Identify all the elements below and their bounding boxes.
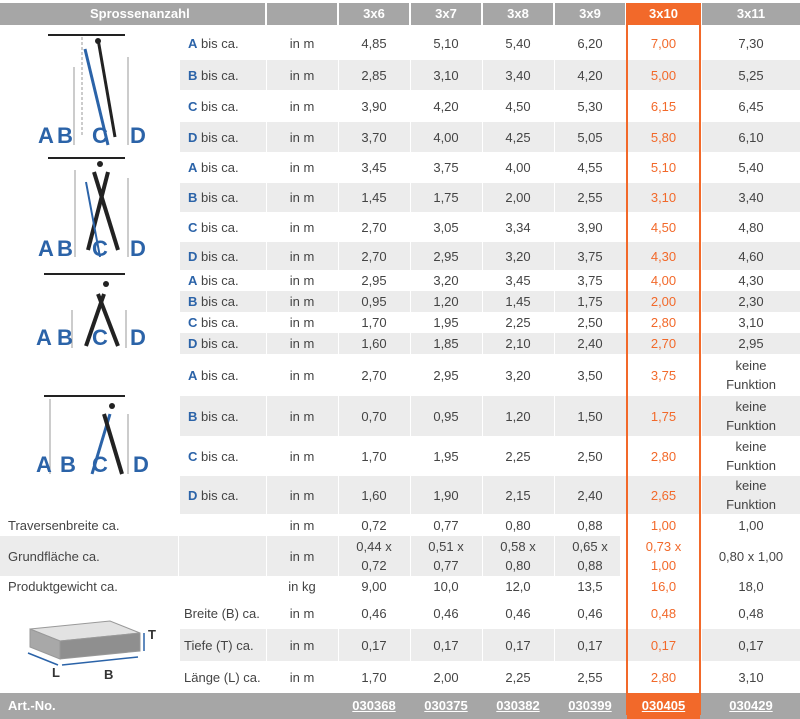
value-cell: 2,65 xyxy=(650,487,677,503)
row-letter: B xyxy=(188,190,198,205)
spec-value: 1,00 xyxy=(738,517,764,533)
article-number-link[interactable]: 030399 xyxy=(568,698,612,713)
spec-value: 0,77 xyxy=(433,517,459,533)
row-label-text: bis ca. xyxy=(197,448,239,464)
package-letter-b: B xyxy=(104,667,114,682)
row-label xyxy=(180,312,266,333)
value-cell: 3,05 xyxy=(433,219,459,235)
value-cell: 4,60 xyxy=(738,248,764,264)
value-cell: 2,30 xyxy=(738,294,764,309)
row-label xyxy=(180,333,266,354)
row-letter: B xyxy=(188,67,198,83)
spec-unit: in m xyxy=(289,517,315,533)
package-unit: in m xyxy=(289,605,315,621)
value-cell: 6,20 xyxy=(577,36,603,51)
ladder-diagram-4 xyxy=(0,354,178,514)
spec-value: 10,0 xyxy=(433,579,459,594)
row-unit: in m xyxy=(289,67,315,83)
value-cell: keine Funktion xyxy=(726,358,776,392)
header-col-1: 3x6 xyxy=(339,3,409,25)
package-value: 0,17 xyxy=(577,637,603,653)
value-cell: 1,75 xyxy=(433,190,459,205)
row-label-text: bis ca. xyxy=(197,36,239,51)
package-value: 0,46 xyxy=(361,605,387,621)
row-unit: in m xyxy=(289,36,315,51)
value-cell: 1,75 xyxy=(577,294,603,309)
package-value: 0,48 xyxy=(738,605,764,621)
article-number-link[interactable]: 030382 xyxy=(496,698,540,713)
row-label xyxy=(180,152,266,183)
row-letter: A xyxy=(188,273,198,288)
spec-value: 9,00 xyxy=(361,579,387,594)
package-value: 0,17 xyxy=(650,637,677,653)
spec-value: 12,0 xyxy=(505,579,531,594)
row-letter: D xyxy=(188,248,198,264)
row-unit: in m xyxy=(289,248,315,264)
row-letter: D xyxy=(188,129,198,145)
value-cell: 2,80 xyxy=(650,448,677,464)
row-label-text: bis ca. xyxy=(197,294,239,309)
value-cell: 3,45 xyxy=(361,160,387,175)
value-cell: 3,75 xyxy=(650,367,677,383)
spec-value: 1,00 xyxy=(650,517,677,533)
article-number-link[interactable]: 030429 xyxy=(729,698,773,713)
value-cell: 3,75 xyxy=(577,248,603,264)
value-cell: 4,00 xyxy=(505,160,531,175)
package-value: 3,10 xyxy=(738,669,764,685)
value-cell: 5,00 xyxy=(650,67,677,83)
row-label xyxy=(180,242,266,270)
diagram-letter: B xyxy=(57,325,73,350)
column-divider xyxy=(482,27,483,693)
article-number-link[interactable]: 030405 xyxy=(627,693,700,719)
value-cell: 2,15 xyxy=(505,487,531,503)
value-cell: 6,10 xyxy=(738,129,764,145)
value-cell: 2,25 xyxy=(505,448,531,464)
value-cell: 4,55 xyxy=(577,160,603,175)
row-unit: in m xyxy=(289,160,315,175)
column-divider xyxy=(338,27,339,693)
value-cell: 0,95 xyxy=(361,294,387,309)
row-letter: B xyxy=(188,408,198,424)
value-cell: 1,75 xyxy=(650,408,677,424)
row-letter: A xyxy=(188,367,198,383)
value-cell: 5,40 xyxy=(738,160,764,175)
value-cell: 2,95 xyxy=(433,248,459,264)
package-value: 0,17 xyxy=(433,637,459,653)
row-letter: D xyxy=(188,336,198,351)
row-unit: in m xyxy=(289,129,315,145)
row-letter: A xyxy=(188,36,198,51)
package-label: Länge (L) ca. xyxy=(184,669,261,685)
row-unit: in m xyxy=(289,487,315,503)
value-cell: 5,10 xyxy=(433,36,459,51)
spec-value: 0,73 x 1,00 xyxy=(645,539,682,573)
column-divider xyxy=(701,27,702,693)
row-label xyxy=(180,354,266,396)
footer-label: Art.-No. xyxy=(8,698,56,713)
spec-value: 0,80 x 1,00 xyxy=(718,548,784,564)
value-cell: 4,00 xyxy=(650,273,677,288)
value-cell: 1,95 xyxy=(433,315,459,330)
diagram-letter: C xyxy=(92,123,108,148)
spec-value: 0,65 x 0,88 xyxy=(572,539,608,573)
row-label-text: bis ca. xyxy=(197,190,239,205)
row-label-text: bis ca. xyxy=(197,487,239,503)
diagram-letter: A xyxy=(36,325,52,350)
spec-value: 0,88 xyxy=(577,517,603,533)
value-cell: 1,90 xyxy=(433,487,459,503)
value-cell: 3,34 xyxy=(505,219,531,235)
spec-label: Grundfläche ca. xyxy=(8,548,100,564)
diagram-letter: D xyxy=(130,123,146,148)
row-letter: A xyxy=(188,160,198,175)
row-label xyxy=(180,212,266,242)
value-cell: 1,20 xyxy=(505,408,531,424)
article-number-link[interactable]: 030368 xyxy=(352,698,396,713)
value-cell: 5,25 xyxy=(738,67,764,83)
value-cell: 6,45 xyxy=(738,98,764,114)
row-unit: in m xyxy=(289,367,315,383)
value-cell: keine Funktion xyxy=(726,478,776,512)
package-value: 2,55 xyxy=(577,669,603,685)
spec-label: Produktgewicht ca. xyxy=(8,579,118,594)
row-label xyxy=(180,396,266,436)
value-cell: 0,70 xyxy=(361,408,387,424)
value-cell: 3,90 xyxy=(361,98,387,114)
value-cell: 3,40 xyxy=(505,67,531,83)
row-label xyxy=(180,436,266,476)
value-cell: 4,25 xyxy=(505,129,531,145)
row-label xyxy=(180,90,266,122)
package-value: 0,46 xyxy=(577,605,603,621)
value-cell: 2,70 xyxy=(361,367,387,383)
row-unit: in m xyxy=(289,294,315,309)
package-value: 0,46 xyxy=(433,605,459,621)
spec-value: 16,0 xyxy=(650,579,677,594)
value-cell: 3,75 xyxy=(577,273,603,288)
diagram-letter: A xyxy=(38,236,54,261)
value-cell: 2,95 xyxy=(433,367,459,383)
row-unit: in m xyxy=(289,219,315,235)
row-unit: in m xyxy=(289,448,315,464)
spec-value: 0,80 xyxy=(505,517,531,533)
row-label-text: bis ca. xyxy=(197,129,239,145)
value-cell: 2,70 xyxy=(650,336,677,351)
value-cell: 3,90 xyxy=(577,219,603,235)
value-cell: 1,45 xyxy=(361,190,387,205)
value-cell: 3,10 xyxy=(650,190,677,205)
value-cell: 3,10 xyxy=(738,315,764,330)
value-cell: 7,00 xyxy=(650,36,677,51)
package-label: Tiefe (T) ca. xyxy=(184,637,254,653)
row-label-text: bis ca. xyxy=(197,367,239,383)
header-col-4: 3x9 xyxy=(555,3,625,25)
value-cell: 3,70 xyxy=(361,129,387,145)
ladder-diagram-1 xyxy=(0,27,178,152)
package-letter-t: T xyxy=(148,627,156,642)
value-cell: 2,85 xyxy=(361,67,387,83)
spec-value: 0,72 xyxy=(361,517,387,533)
spec-value: 0,44 x 0,72 xyxy=(356,539,392,573)
row-label xyxy=(180,122,266,152)
value-cell: 1,70 xyxy=(361,448,387,464)
row-label-text: bis ca. xyxy=(197,160,239,175)
package-letter-l: L xyxy=(52,665,60,680)
value-cell: 3,50 xyxy=(577,367,603,383)
value-cell: 1,95 xyxy=(433,448,459,464)
value-cell: 2,95 xyxy=(738,336,764,351)
table-header xyxy=(0,0,800,27)
value-cell: 3,40 xyxy=(738,190,764,205)
value-cell: keine Funktion xyxy=(726,399,776,433)
row-label-text: bis ca. xyxy=(197,219,239,235)
row-letter: C xyxy=(188,98,198,114)
row-unit: in m xyxy=(289,190,315,205)
value-cell: keine Funktion xyxy=(726,439,776,473)
value-cell: 7,30 xyxy=(738,36,764,51)
value-cell: 1,20 xyxy=(433,294,459,309)
row-letter: C xyxy=(188,315,198,330)
value-cell: 1,70 xyxy=(361,315,387,330)
value-cell: 5,80 xyxy=(650,129,677,145)
value-cell: 5,10 xyxy=(650,160,677,175)
package-box-diagram xyxy=(0,599,178,692)
row-unit: in m xyxy=(289,98,315,114)
header-col-3: 3x8 xyxy=(483,3,553,25)
value-cell: 2,50 xyxy=(577,448,603,464)
value-cell: 1,60 xyxy=(361,336,387,351)
diagram-letter: C xyxy=(92,452,108,477)
row-letter: B xyxy=(188,294,198,309)
value-cell: 3,20 xyxy=(433,273,459,288)
row-unit: in m xyxy=(289,336,315,351)
value-cell: 2,50 xyxy=(577,315,603,330)
value-cell: 2,95 xyxy=(361,273,387,288)
value-cell: 4,20 xyxy=(433,98,459,114)
row-letter: D xyxy=(188,487,198,503)
row-label xyxy=(180,291,266,312)
value-cell: 4,30 xyxy=(738,273,764,288)
package-value: 0,17 xyxy=(505,637,531,653)
value-cell: 2,00 xyxy=(650,294,677,309)
value-cell: 4,80 xyxy=(738,219,764,235)
value-cell: 1,45 xyxy=(505,294,531,309)
diagram-letter: A xyxy=(36,452,52,477)
header-blank xyxy=(267,3,337,25)
row-label xyxy=(180,27,266,60)
package-value: 1,70 xyxy=(361,669,387,685)
value-cell: 2,40 xyxy=(577,336,603,351)
value-cell: 2,80 xyxy=(650,315,677,330)
value-cell: 4,00 xyxy=(433,129,459,145)
value-cell: 4,85 xyxy=(361,36,387,51)
row-label-text: bis ca. xyxy=(197,315,239,330)
package-value: 2,80 xyxy=(650,669,677,685)
spec-unit: in m xyxy=(289,548,315,564)
package-value: 0,48 xyxy=(650,605,677,621)
spec-value: 0,51 x 0,77 xyxy=(428,539,464,573)
row-unit: in m xyxy=(289,408,315,424)
article-number-link[interactable]: 030375 xyxy=(424,698,468,713)
spec-value: 13,5 xyxy=(577,579,603,594)
diagram-letter: C xyxy=(92,236,108,261)
value-cell: 4,30 xyxy=(650,248,677,264)
diagram-letter: B xyxy=(60,452,76,477)
row-label xyxy=(180,183,266,212)
spec-label: Traversenbreite ca. xyxy=(8,517,120,533)
row-unit: in m xyxy=(289,315,315,330)
package-unit: in m xyxy=(289,637,315,653)
spec-unit: in kg xyxy=(288,579,316,594)
row-label-text: bis ca. xyxy=(197,336,239,351)
column-divider xyxy=(266,27,267,693)
row-label xyxy=(180,476,266,514)
value-cell: 5,40 xyxy=(505,36,531,51)
header-col-2: 3x7 xyxy=(411,3,481,25)
value-cell: 2,55 xyxy=(577,190,603,205)
value-cell: 3,10 xyxy=(433,67,459,83)
value-cell: 0,95 xyxy=(433,408,459,424)
header-col-5: 3x10 xyxy=(627,3,700,25)
package-unit: in m xyxy=(289,669,315,685)
value-cell: 4,20 xyxy=(577,67,603,83)
column-divider xyxy=(410,27,411,693)
ladder-diagram-3 xyxy=(0,270,178,354)
package-value: 0,46 xyxy=(505,605,531,621)
row-label-text: bis ca. xyxy=(197,98,239,114)
value-cell: 3,75 xyxy=(433,160,459,175)
row-letter: C xyxy=(188,219,198,235)
column-divider xyxy=(626,27,627,693)
value-cell: 1,85 xyxy=(433,336,459,351)
row-label xyxy=(180,270,266,291)
spec-value: 18,0 xyxy=(738,579,764,594)
row-label-text: bis ca. xyxy=(197,408,239,424)
value-cell: 2,70 xyxy=(361,219,387,235)
package-label: Breite (B) ca. xyxy=(184,605,260,621)
spec-value: 0,58 x 0,80 xyxy=(500,539,536,573)
row-label-text: bis ca. xyxy=(197,273,239,288)
value-cell: 2,10 xyxy=(505,336,531,351)
diagram-letter: B xyxy=(57,123,73,148)
diagram-letter: D xyxy=(130,325,146,350)
package-value: 2,25 xyxy=(505,669,531,685)
diagram-letter: C xyxy=(92,325,108,350)
ladder-diagram-2 xyxy=(0,152,178,270)
diagram-letter: B xyxy=(57,236,73,261)
value-cell: 2,70 xyxy=(361,248,387,264)
package-value: 0,17 xyxy=(361,637,387,653)
package-value: 2,00 xyxy=(433,669,459,685)
row-letter: C xyxy=(188,448,198,464)
value-cell: 2,40 xyxy=(577,487,603,503)
diagram-letter: D xyxy=(133,452,149,477)
value-cell: 5,05 xyxy=(577,129,603,145)
value-cell: 3,20 xyxy=(505,367,531,383)
value-cell: 2,25 xyxy=(505,315,531,330)
value-cell: 4,50 xyxy=(505,98,531,114)
row-label-text: bis ca. xyxy=(197,248,239,264)
value-cell: 5,30 xyxy=(577,98,603,114)
header-col-6: 3x11 xyxy=(702,3,800,25)
diagram-letter: A xyxy=(38,123,54,148)
value-cell: 3,20 xyxy=(505,248,531,264)
diagram-letter: D xyxy=(130,236,146,261)
row-label-text: bis ca. xyxy=(197,67,239,83)
value-cell: 6,15 xyxy=(650,98,677,114)
value-cell: 4,50 xyxy=(650,219,677,235)
column-divider xyxy=(178,27,179,693)
value-cell: 1,60 xyxy=(361,487,387,503)
package-value: 0,17 xyxy=(738,637,764,653)
row-unit: in m xyxy=(289,273,315,288)
header-title: Sprossenanzahl xyxy=(0,3,265,25)
value-cell: 2,00 xyxy=(505,190,531,205)
value-cell: 3,45 xyxy=(505,273,531,288)
column-divider xyxy=(554,27,555,693)
row-label xyxy=(180,60,266,90)
value-cell: 1,50 xyxy=(577,408,603,424)
